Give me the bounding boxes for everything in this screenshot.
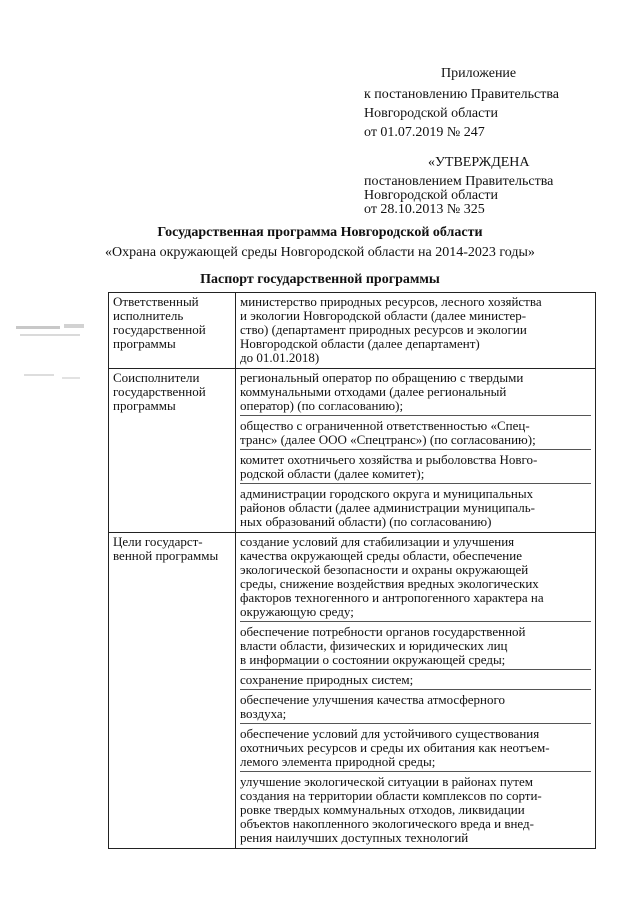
- list-item: [240, 453, 591, 484]
- text-line: коммунальными отходами (далее региональный: [240, 384, 507, 399]
- list-item: [240, 487, 591, 531]
- appendix-line-2: Новгородской области: [364, 106, 498, 121]
- approved-line-3: от 28.10.2013 № 325: [364, 202, 485, 217]
- text-line: и экологии Новгородской области (далее министер-: [240, 308, 527, 323]
- row-value: [236, 293, 596, 369]
- list-item: [240, 727, 591, 772]
- text-line: в информации о состоянии окружающей среды;: [240, 652, 506, 667]
- label-line: венной программы: [113, 548, 219, 563]
- text-line: Новгородской области (далее департамент): [240, 336, 480, 351]
- margin-stamp-icon: [14, 322, 94, 392]
- text-line: общество с ограниченной ответственностью «Спец-: [240, 418, 530, 433]
- table-row: [109, 369, 596, 533]
- text-line: воздуха;: [240, 706, 287, 721]
- label-line: Ответственный: [113, 294, 199, 309]
- table-row: [109, 293, 596, 369]
- list-item: [240, 419, 591, 450]
- appendix-title: Приложение: [441, 66, 517, 81]
- approved-title: «УТВЕРЖДЕНА: [428, 155, 530, 170]
- appendix-line-3: от 01.07.2019 № 247: [364, 125, 485, 140]
- text-line: качества окружающей среды области, обеспечение: [240, 548, 522, 563]
- table-row: [109, 533, 596, 849]
- text-line: экологической безопасности и охраны окружающей: [240, 562, 529, 577]
- row-label: [109, 533, 236, 849]
- list-item: [240, 673, 591, 690]
- list-item: [240, 371, 591, 416]
- program-title: Государственная программа Новгородской области: [157, 225, 483, 240]
- text-line: районов области (далее администрации муниципаль-: [240, 500, 536, 515]
- list-item: [240, 775, 591, 847]
- text-line: среды, снижение воздействия вредных экологических: [240, 576, 539, 591]
- text-line: ных образований области) (по согласованию): [240, 514, 492, 529]
- text-line: рения наилучших доступных технологий: [240, 830, 469, 845]
- row-label: [109, 369, 236, 533]
- text-line: региональный оператор по обращению с твердыми: [240, 370, 524, 385]
- text-line: факторов техногенного и антропогенного характера на: [240, 590, 544, 605]
- text-line: оператор) (по согласованию);: [240, 398, 404, 413]
- approved-line-1: постановлением Правительства: [364, 174, 554, 189]
- text-line: ство) (департамент природных ресурсов и экологии: [240, 322, 527, 337]
- text-line: улучшение экологической ситуации в районах путем: [240, 774, 533, 789]
- row-value: [236, 369, 596, 533]
- text-line: ровке твердых коммунальных отходов, ликвидации: [240, 802, 525, 817]
- list-item: [240, 693, 591, 724]
- row-label: [109, 293, 236, 369]
- label-line: государственной: [113, 322, 206, 337]
- appendix-line-1: к постановлению Правительства: [364, 87, 560, 102]
- text-line: обеспечение условий для устойчивого существования: [240, 726, 540, 741]
- row-value: [236, 533, 596, 849]
- text-line: объектов накопленного экологического вреда и внед-: [240, 816, 534, 831]
- text-line: до 01.01.2018): [240, 350, 320, 365]
- text-line: окружающую среду;: [240, 604, 354, 619]
- program-subtitle: «Охрана окружающей среды Новгородской области на 2014-2023 годы»: [105, 245, 535, 260]
- list-item: [240, 535, 591, 622]
- text-line: создание условий для стабилизации и улучшения: [240, 534, 515, 549]
- text-line: обеспечение улучшения качества атмосферного: [240, 692, 506, 707]
- text-line: транс» (далее ООО «Спецтранс») (по согласованию);: [240, 432, 536, 447]
- text-line: лемого элемента природной среды;: [240, 754, 436, 769]
- passport-title: Паспорт государственной программы: [200, 272, 440, 287]
- label-line: исполнитель: [113, 308, 184, 323]
- text-line: обеспечение потребности органов государственной: [240, 624, 526, 639]
- label-line: государственной: [113, 384, 206, 399]
- label-line: программы: [113, 336, 176, 351]
- text-line: администрации городского округа и муниципальных: [240, 486, 534, 501]
- text-line: охотничьих ресурсов и среды их обитания как неотъем-: [240, 740, 550, 755]
- text-line: сохранение природных систем;: [240, 672, 414, 687]
- passport-table: [108, 292, 596, 849]
- list-item: [240, 295, 591, 367]
- approved-line-2: Новгородской области: [364, 188, 498, 203]
- text-line: родской области (далее комитет);: [240, 466, 425, 481]
- list-item: [240, 625, 591, 670]
- text-line: министерство природных ресурсов, лесного хозяйства: [240, 294, 542, 309]
- text-line: комитет охотничьего хозяйства и рыболовства Новго-: [240, 452, 538, 467]
- label-line: Соисполнители: [113, 370, 200, 385]
- label-line: Цели государст-: [113, 534, 203, 549]
- text-line: создания на территории области комплексов по сорти-: [240, 788, 542, 803]
- text-line: власти области, физических и юридических лиц: [240, 638, 508, 653]
- label-line: программы: [113, 398, 176, 413]
